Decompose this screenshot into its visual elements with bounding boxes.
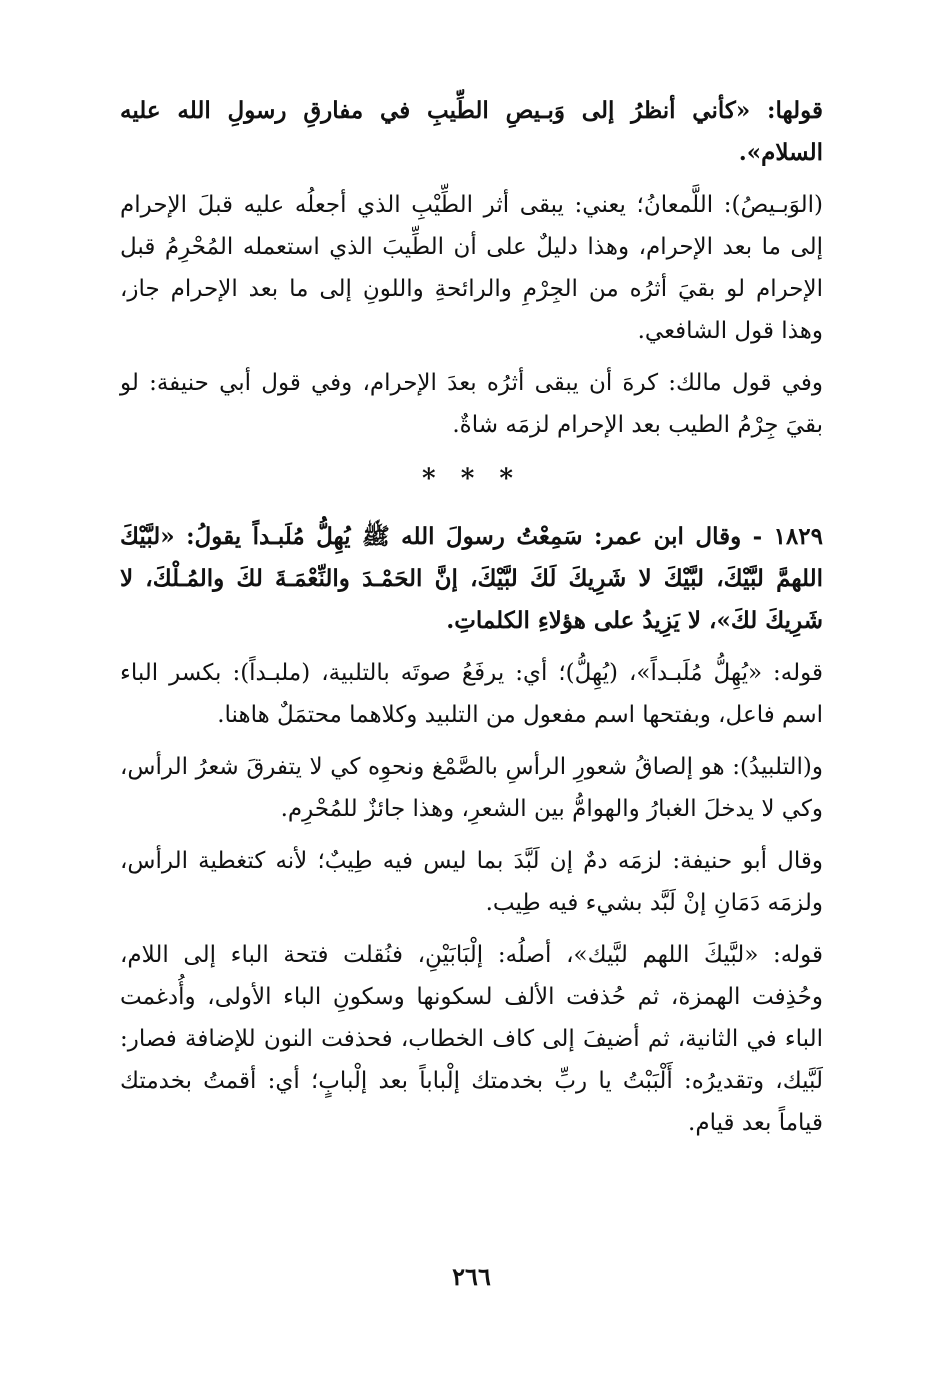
commentary-paragraph-6: قوله: «لبَّيكَ اللهم لبَّيك»، أصلُه: إلْبَابَيْنِ، فنُقلت فتحة الباء إلى اللام، وحُذِفت الهمزة، ثم حُذفت الألف لسكونها وسكونِ الباء الأولى، وأُدغمت الباء في الثانية، ثم أضيفَ إلى كاف الخطاب، فحذفت النون للإضافة فصار: لَبَّيك، وتقديرُه: أَلْبَبْتُ يا ربِّ بخدمتك إلْباباً بعد إلْبابٍ؛ أي: أقمتُ بخدمتك قياماً بعد قيام. xyxy=(120,942,823,1136)
section-separator: * * * xyxy=(422,464,521,494)
commentary-paragraph-3: قوله: «يُهِلُّ مُلَبـداً»، (يُهِلُّ)؛ أي: يرفَعُ صوتَه بالتلبية، (ملبـداً): بكسر الباء اسم فاعل، وبفتحها اسم مفعول من التلبيد وكلاهما محتمَلٌ هاهنا. xyxy=(120,660,823,728)
hadith-paragraph: ١٨٢٩ - وقال ابن عمر: سَمِعْتُ رسولَ الله ﷺ يُهِلُّ مُلَبـداً يقولُ: «لبَّيْكَ اللهمَّ لبَّيْكَ، لبَّيْكَ لا شَرِيكَ لَكَ لبَّيْكَ، إنَّ الحَمْـدَ والنِّعْمَـةَ لكَ والمُـلْكَ، لا شَرِيكَ لكَ»، لا يَزِيدُ على هؤلاءِ الكلماتِ. xyxy=(120,523,823,634)
quote-paragraph: قولها: «كأني أنظرُ إلى وَبـيصِ الطِّيبِ في مفارقِ رسولِ الله عليه السلام». xyxy=(120,97,823,166)
page-number: ٢٦٦ xyxy=(452,1262,491,1291)
commentary-paragraph-4: و(التلبيدُ): هو إلصاقُ شعورِ الرأسِ بالصَّمْغ ونحوِه كي لا يتفرقَ شعرُ الرأس، وكي لا يدخلَ الغبارُ والهوامُّ بين الشعرِ، وهذا جائزٌ للمُحْرِم. xyxy=(120,754,823,822)
page-body xyxy=(120,90,823,1154)
commentary-paragraph-5: وقال أبو حنيفة: لزمَه دمٌ إن لَبَّدَ بما ليس فيه طِيبٌ؛ لأنه كتغطية الرأس، ولزمَه دَمَانِ إنْ لَبَّد بشيء فيه طِيب. xyxy=(120,848,823,916)
commentary-paragraph-2: وفي قول مالك: كرهَ أن يبقى أثرُه بعدَ الإحرام، وفي قول أبي حنيفة: لو بقيَ جِرْمُ الطيب بعد الإحرام لزمَه شاةٌ. xyxy=(120,370,823,438)
commentary-paragraph-1: (الوَبـيصُ): اللَّمعانُ؛ يعني: يبقى أثر الطِّيْبِ الذي أجعلُه عليه قبلَ الإحرام إلى ما بعد الإحرام، وهذا دليلٌ على أن الطِّيبَ الذي استعمله المُحْرِمُ قبل الإحرام لو بقيَ أثرُه من الجِرْمِ والرائحةِ واللونِ إلى ما بعد الإحرام جاز، وهذا قول الشافعي. xyxy=(120,192,823,344)
